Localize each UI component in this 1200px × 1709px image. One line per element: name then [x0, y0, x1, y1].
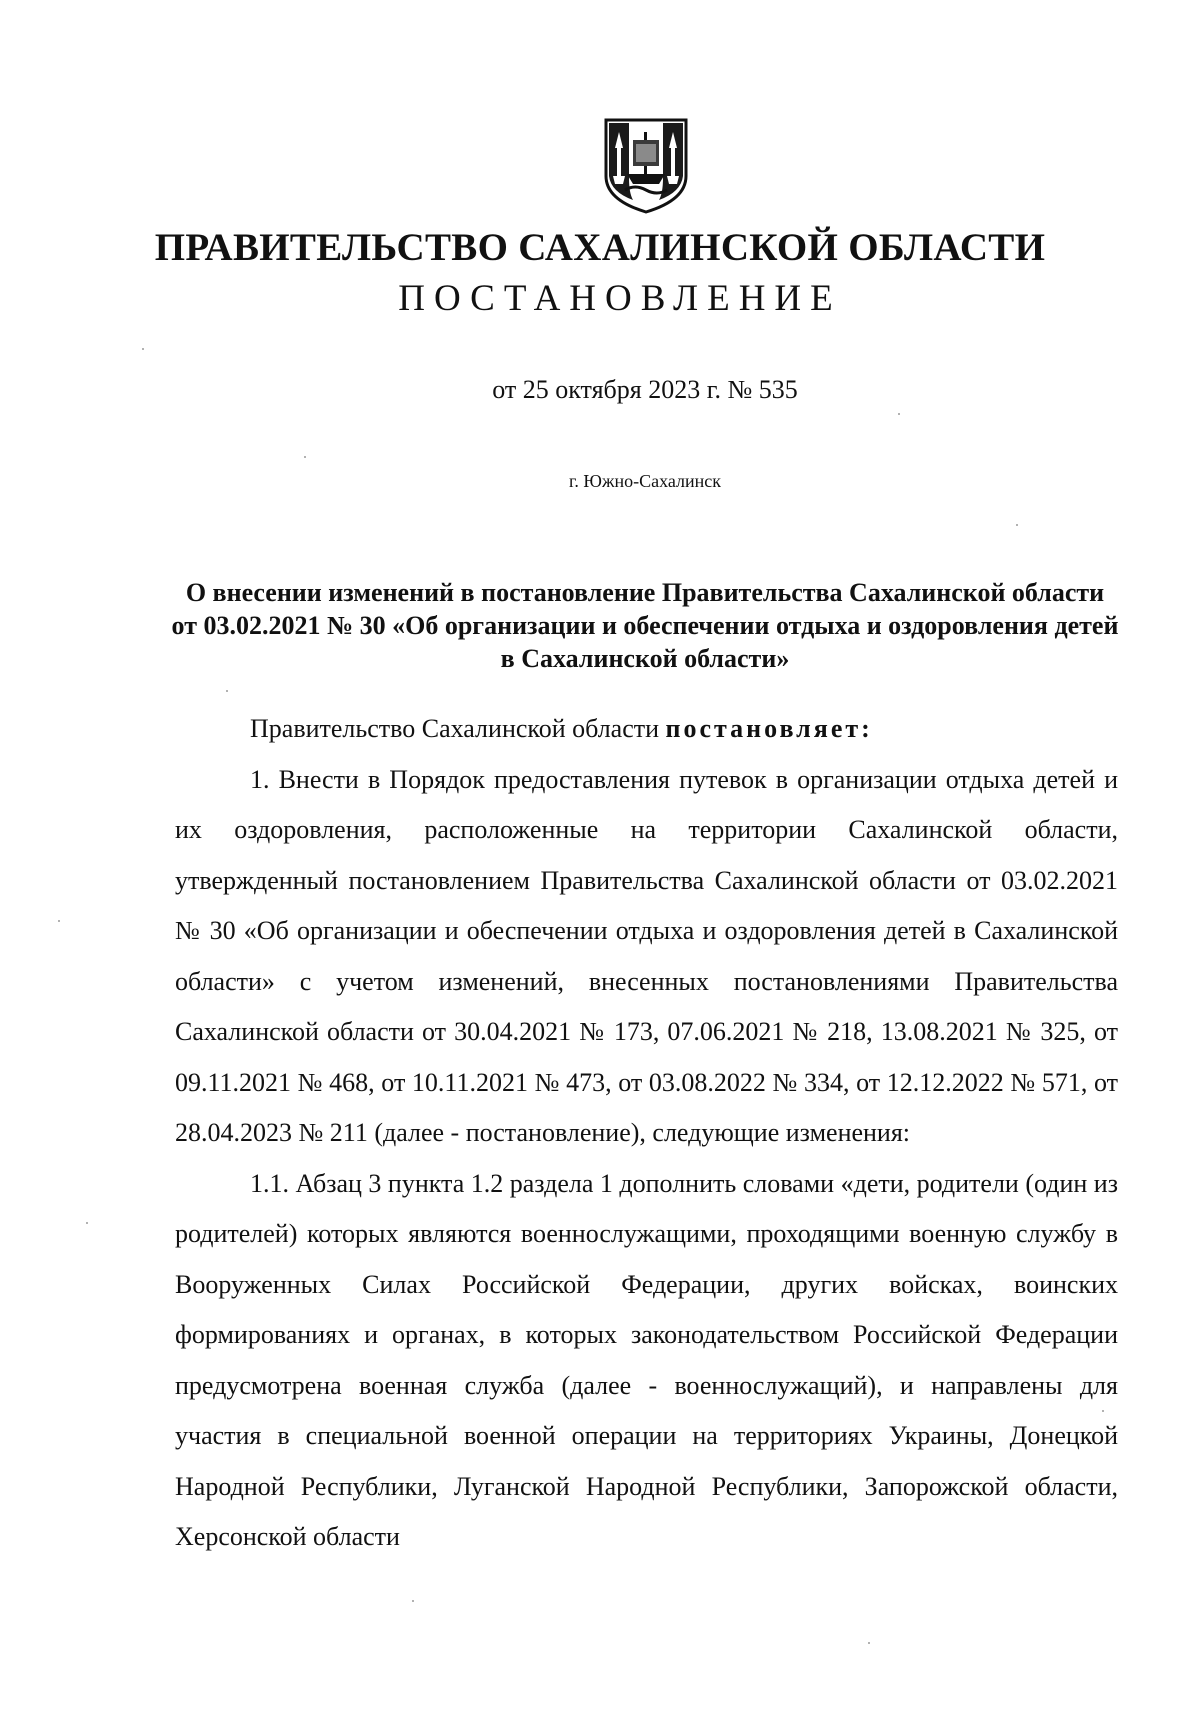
preamble-lead: Правительство Сахалинской области	[250, 714, 666, 743]
preamble-paragraph	[175, 704, 1118, 755]
scan-speck	[868, 1642, 870, 1644]
scan-speck	[1102, 1410, 1104, 1412]
scan-speck	[226, 690, 228, 692]
paragraph-1-1: 1.1. Абзац 3 пункта 1.2 раздела 1 дополнить словами «дети, родители (один из родителей) которых являются военнослужащими, проходящими военную службу в Вооруженных Силах Российской Федерации, других войсках, воинских формированиях и органах, в которых законодательством Российской Федерации предусмотрена военная служба (далее - военнослужащий), и направлены для участия в специальной военной операции на территориях Украины, Донецкой Народной Республики, Луганской Народной Республики, Запорожской области, Херсонской области	[175, 1168, 1118, 1551]
scan-speck	[142, 348, 144, 350]
scan-speck	[898, 413, 900, 415]
scan-speck	[86, 1222, 88, 1224]
document-subject: О внесении изменений в постановление Правительства Сахалинской области от 03.02.2021 № 30 «Об организации и обеспечении отдыха и оздоровления детей в Сахалинской области»	[171, 578, 1119, 673]
scan-speck	[58, 920, 60, 922]
document-type: ПОСТАНОВЛЕНИЕ	[398, 278, 842, 319]
scan-speck	[1016, 524, 1018, 526]
document-date-number: от 25 октября 2023 г. № 535	[492, 375, 798, 404]
paragraph-1: 1. Внести в Порядок предоставления путевок в организации отдыха детей и их оздоровления, расположенные на территории Сахалинской области, утвержденный постановлением Правительства Сахалинской области от 03.02.2021 № 30 «Об организации и обеспечении отдыха и оздоровления детей в Сахалинской области» с учетом изменений, внесенных постановлениями Правительства Сахалинской области от 30.04.2021 № 173, 07.06.2021 № 218, 13.08.2021 № 325, от 09.11.2021 № 468, от 10.11.2021 № 473, от 03.08.2022 № 334, от 12.12.2022 № 571, от 28.04.2023 № 211 (далее - постановление), следующие изменения:	[175, 764, 1118, 1147]
document-body	[175, 704, 1118, 1563]
scan-speck	[304, 456, 306, 458]
coat-of-arms-icon	[603, 118, 689, 214]
organization-title: ПРАВИТЕЛЬСТВО САХАЛИНСКОЙ ОБЛАСТИ	[154, 226, 1046, 269]
document-city: г. Южно-Сахалинск	[568, 471, 722, 491]
scan-speck	[412, 1600, 414, 1602]
decree-word: постановляет:	[665, 714, 873, 743]
